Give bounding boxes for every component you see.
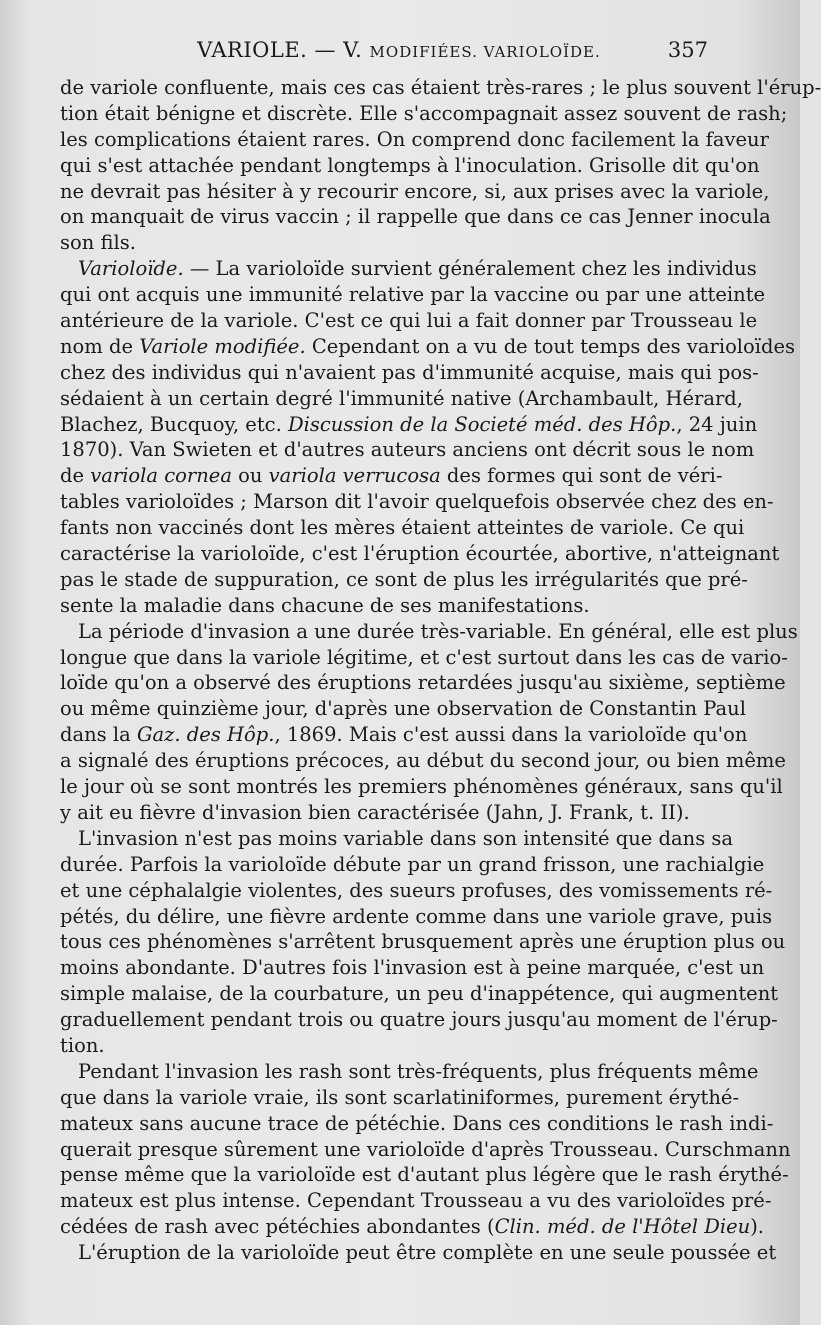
text-line: ne devrait pas hésiter à y recourir encore, si, aux prises avec la variole, — [60, 179, 770, 203]
text-line: chez des individus qui n'avaient pas d'immunité acquise, mais qui pos- — [60, 360, 759, 384]
paragraph — [60, 1059, 791, 1240]
text-line: qui s'est attachée pendant longtemps à l'inoculation. Grisolle dit qu'on — [60, 153, 760, 177]
text-line: simple malaise, de la courbature, un peu d'inappétence, qui augmentent — [60, 982, 779, 1006]
text-line: de variola cornea ou variola verrucosa des formes qui sont de véri- — [60, 464, 723, 488]
text-line: sente la maladie dans chacune de ses manifestations. — [60, 593, 590, 617]
text-line: et une céphalalgie violentes, des sueurs profuses, des vomissements ré- — [60, 878, 773, 902]
text-line: dans la Gaz. des Hôp., 1869. Mais c'est aussi dans la varioloïde qu'on — [60, 723, 748, 747]
text-line: pétés, du délire, une fièvre ardente comme dans une variole grave, puis — [60, 904, 773, 928]
text-line: on manquait de virus vaccin ; il rappelle que dans ce cas Jenner inocula — [60, 205, 771, 229]
text-line: longue que dans la variole légitime, et c'est surtout dans les cas de vario- — [60, 645, 788, 669]
text-line: y ait eu fièvre d'invasion bien caractérisée (Jahn, J. Frank, t. II). — [60, 800, 690, 824]
text-line: que dans la variole vraie, ils sont scarlatiniformes, purement érythé- — [60, 1085, 740, 1109]
body-text — [60, 75, 821, 1266]
text-line: pas le stade de suppuration, ce sont de plus les irrégularités que pré- — [60, 567, 748, 591]
text-line: La période d'invasion a une durée très-variable. En général, elle est plus — [78, 619, 798, 643]
text-line: Varioloïde. — La varioloïde survient généralement chez les individus — [78, 257, 757, 281]
running-head-small-caps: MODIFIÉES. VARIOLOÏDE. — [369, 43, 601, 61]
text-line: antérieure de la variole. C'est ce qui lui a fait donner par Trousseau le — [60, 309, 758, 333]
text-line: ou même quinzième jour, d'après une observation de Constantin Paul — [60, 697, 746, 721]
text-line: sédaient à un certain degré l'immunité native (Archambault, Hérard, — [60, 386, 743, 410]
text-line: le jour où se sont montrés les premiers phénomènes généraux, sans qu'il — [60, 775, 783, 799]
page-number: 357 — [667, 38, 708, 62]
text-line: L'éruption de la varioloïde peut être complète en une seule poussée et — [78, 1241, 777, 1265]
text-line: les complications étaient rares. On comprend donc facilement la faveur — [60, 127, 769, 151]
running-head — [60, 38, 668, 62]
text-line: cédées de rash avec pétéchies abondantes (Clin. méd. de l'Hôtel Dieu). — [60, 1215, 765, 1239]
text-line: pense même que la varioloïde est d'autant plus légère que le rash érythé- — [60, 1163, 789, 1187]
text-line: Pendant l'invasion les rash sont très-fréquents, plus fréquents même — [78, 1059, 759, 1083]
text-line: son fils. — [60, 231, 136, 255]
text-line: loïde qu'on a observé des éruptions retardées jusqu'au sixième, septième — [60, 671, 786, 695]
text-line: querait presque sûrement une varioloïde d'après Trousseau. Curschmann — [60, 1137, 791, 1161]
text-line: a signalé des éruptions précoces, au début du second jour, ou bien même — [60, 749, 786, 773]
text-line: tion était bénigne et discrète. Elle s'accompagnait assez souvent de rash; — [60, 101, 788, 125]
text-line: L'invasion n'est pas moins variable dans son intensité que dans sa — [78, 826, 734, 850]
text-line: caractérise la varioloïde, c'est l'éruption écourtée, abortive, n'atteignant — [60, 542, 780, 566]
page-header — [60, 38, 708, 74]
text-line: mateux est plus intense. Cependant Trousseau a vu des varioloïdes pré- — [60, 1189, 772, 1213]
paragraph — [60, 1240, 777, 1266]
text-line: 1870). Van Swieten et d'autres auteurs anciens ont décrit sous le nom — [60, 438, 755, 462]
paragraph — [60, 75, 821, 256]
paragraph — [60, 826, 786, 1059]
text-line: tables varioloïdes ; Marson dit l'avoir quelquefois observée chez des en- — [60, 490, 774, 514]
text-line: fants non vaccinés dont les mères étaient atteintes de variole. Ce qui — [60, 516, 745, 540]
text-line: tion. — [60, 1033, 105, 1057]
text-line: nom de Variole modifiée. Cependant on a vu de tout temps des varioloïdes — [60, 334, 796, 358]
text-line: qui ont acquis une immunité relative par la vaccine ou par une atteinte — [60, 283, 766, 307]
running-head-main: VARIOLE. — V. — [197, 38, 363, 62]
text-line: mateux sans aucune trace de pétéchie. Dans ces conditions le rash indi- — [60, 1111, 774, 1135]
text-line: de variole confluente, mais ces cas étaient très-rares ; le plus souvent l'érup- — [60, 76, 821, 99]
text-line: Blachez, Bucquoy, etc. Discussion de la Societé méd. des Hôp., 24 juin — [60, 412, 758, 436]
text-line: durée. Parfois la varioloïde débute par un grand frisson, une rachialgie — [60, 852, 765, 876]
paragraph — [60, 619, 798, 826]
text-line: moins abondante. D'autres fois l'invasion est à peine marquée, c'est un — [60, 956, 765, 980]
paragraph — [60, 256, 796, 618]
text-line: tous ces phénomènes s'arrêtent brusquement après une éruption plus ou — [60, 930, 786, 954]
text-line: graduellement pendant trois ou quatre jours jusqu'au moment de l'érup- — [60, 1008, 778, 1032]
